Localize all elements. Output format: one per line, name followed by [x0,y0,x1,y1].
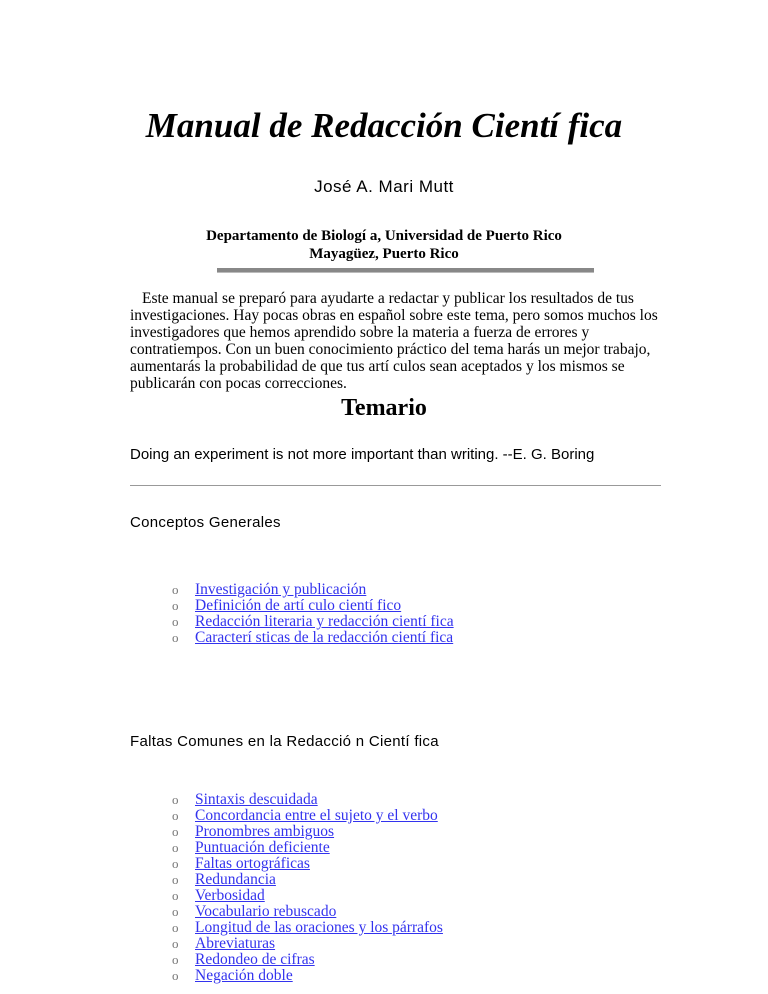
topic-link[interactable]: Redundancia [195,871,276,888]
divider [130,485,661,486]
section-heading-faltas: Faltas Comunes en la Redacció n Cientí fica [130,733,439,750]
bullet-icon: o [172,888,179,903]
bullet-icon: o [172,792,179,807]
bullet-icon: o [172,952,179,967]
bullet-icon: o [172,582,179,597]
topic-link[interactable]: Verbosidad [195,887,265,904]
bullet-icon: o [172,824,179,839]
bullet-icon: o [172,936,179,951]
conceptos-list [172,582,454,646]
section-title-temario: Temario [341,395,427,421]
topic-link[interactable]: Faltas ortográficas [195,855,310,872]
bullet-icon: o [172,840,179,855]
intro-paragraph: Este manual se preparó para ayudarte a redactar y publicar los resultados de tus investigaciones. Hay pocas obras en español sobre este tema, pero somos muchos los investigadores que hemos aprendido sobre la materia a fuerza de errores y contratiempos. Con un buen conocimiento práctico del tema harás un mejor trabajo, aumentarás la probabilidad de que tus artí culos sean aceptados y los mismos se publicarán con pocas correcciones. [130,290,658,392]
epigraph-quote: Doing an experiment is not more important than writing. --E. G. Boring [130,446,595,463]
topic-link[interactable]: Puntuación deficiente [195,839,330,856]
topic-link[interactable]: Vocabulario rebuscado [195,903,337,920]
bullet-icon: o [172,808,179,823]
document-title: Manual de Redacción Cientí fica [145,106,623,145]
list-item [172,792,443,808]
topic-link[interactable]: Negación doble [195,967,293,984]
list-item [172,598,454,614]
affiliation [0,227,768,263]
list-item [172,582,454,598]
topic-link[interactable]: Investigación y publicación [195,581,367,598]
topic-link[interactable]: Caracterí sticas de la redacción cientí fica [195,629,454,646]
affiliation-department: Departamento de Biologí a, Universidad de Puerto Rico [206,228,562,244]
topic-link[interactable]: Redondeo de cifras [195,951,315,968]
list-item [172,824,443,840]
list-item [172,936,443,952]
list-item [172,856,443,872]
section-heading-conceptos: Conceptos Generales [130,514,281,531]
list-item [172,968,443,984]
topic-link[interactable]: Definición de artí culo cientí fico [195,597,402,614]
list-item [172,952,443,968]
topic-link[interactable]: Abreviaturas [195,935,276,952]
list-item [172,872,443,888]
bullet-icon: o [172,630,179,645]
topic-link[interactable]: Longitud de las oraciones y los párrafos [195,919,443,936]
bullet-icon: o [172,968,179,983]
author: José A. Mari Mutt [314,177,454,196]
divider [217,268,594,273]
topic-link[interactable]: Sintaxis descuidada [195,791,318,808]
bullet-icon: o [172,872,179,887]
topic-link[interactable]: Concordancia entre el sujeto y el verbo [195,807,438,824]
list-item [172,630,454,646]
list-item [172,840,443,856]
topic-link[interactable]: Redacción literaria y redacción cientí fica [195,613,454,630]
bullet-icon: o [172,598,179,613]
topic-link[interactable]: Pronombres ambiguos [195,823,335,840]
bullet-icon: o [172,904,179,919]
bullet-icon: o [172,614,179,629]
affiliation-location: Mayagüez, Puerto Rico [309,246,459,262]
faltas-list [172,792,443,984]
bullet-icon: o [172,920,179,935]
list-item [172,808,443,824]
bullet-icon: o [172,856,179,871]
list-item [172,920,443,936]
list-item [172,614,454,630]
list-item [172,904,443,920]
list-item [172,888,443,904]
